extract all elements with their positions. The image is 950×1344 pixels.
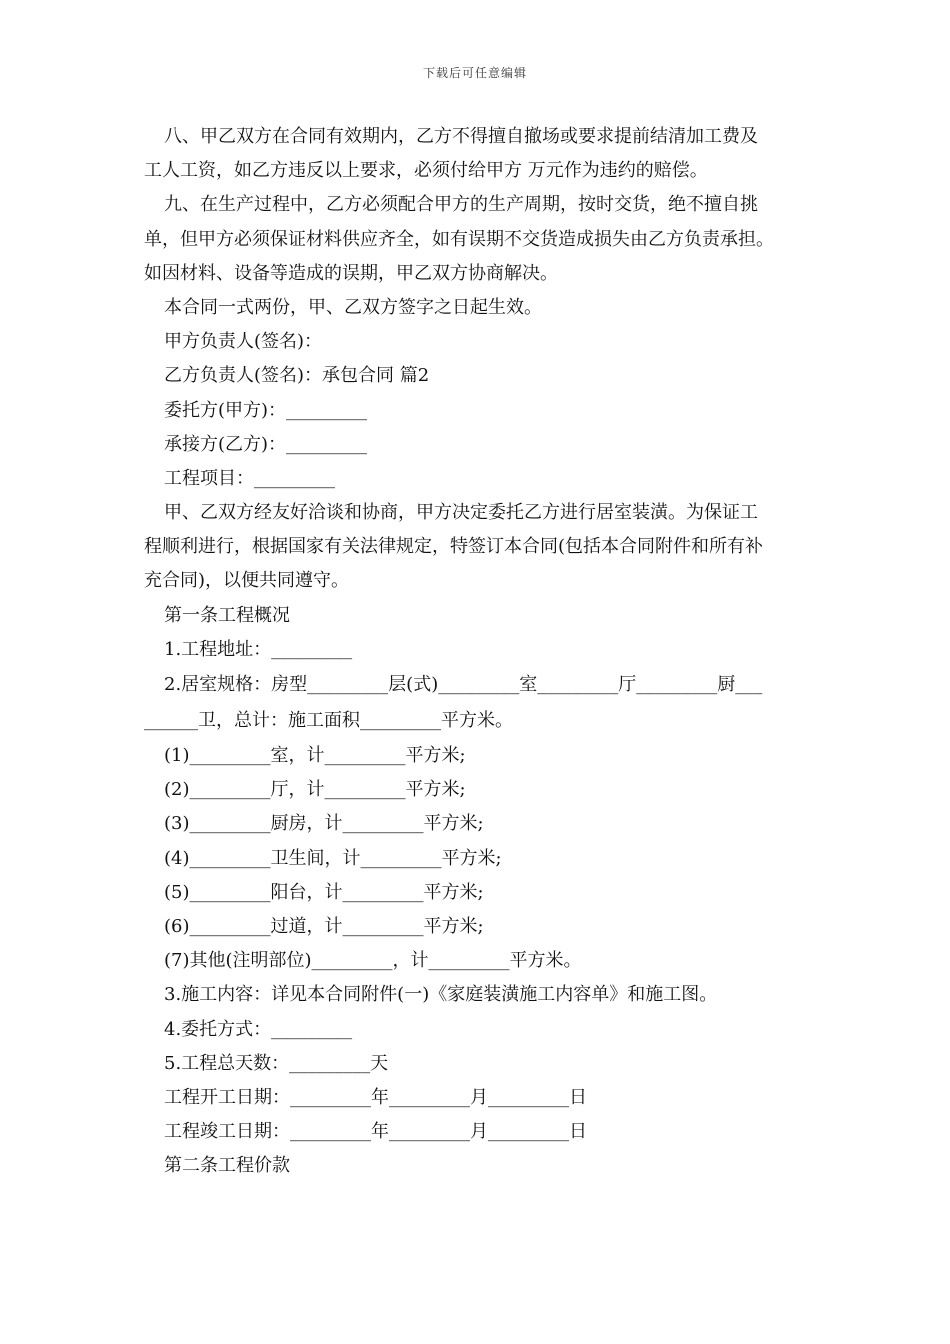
document-line: (6)_________过道，计_________平方米;	[164, 915, 484, 937]
document-line: 充合同)，以便共同遵守。	[144, 570, 350, 592]
document-line: 九、在生产过程中，乙方必须配合甲方的生产周期，按时交货，绝不擅自挑	[164, 194, 758, 216]
document-line: 甲、乙双方经友好洽谈和协商，甲方决定委托乙方进行居室装潢。为保证工	[164, 502, 758, 524]
page-header: 下载后可任意编辑	[422, 66, 527, 80]
document-line: 工程竣工日期：_________年_________月_________日	[164, 1121, 587, 1143]
document-line: 乙方负责人(签名)：承包合同 篇2	[164, 365, 430, 387]
document-line: 如因材料、设备等造成的误期，甲乙双方协商解决。	[144, 262, 558, 284]
document-line: 4.委托方式：_________	[164, 1018, 353, 1040]
document-line: (5)_________阳台，计_________平方米;	[164, 881, 484, 903]
document-line: 委托方(甲方)：_________	[164, 399, 368, 421]
document-line: 2.居室规格：房型_________层(式)_________室_________厅_________厨___	[164, 674, 763, 695]
document-line: 5.工程总天数：_________天	[164, 1052, 389, 1074]
document-line: 八、甲乙双方在合同有效期内，乙方不得擅自撤场或要求提前结清加工费及	[164, 126, 758, 147]
document-line: 承接方(乙方)：_________	[164, 433, 368, 455]
document-line: 单，但甲方必须保证材料供应齐全，如有误期不交货造成损失由乙方负责承担。	[144, 228, 774, 250]
document-line: 第二条工程价款	[164, 1155, 290, 1177]
document-line: 工程开工日期：_________年_________月_________日	[164, 1086, 587, 1108]
document-line: 1.工程地址：_________	[164, 638, 353, 660]
document-line: (2)_________厅，计_________平方米;	[164, 779, 466, 801]
document-line: 工人工资，如乙方违反以上要求，必须付给甲方 万元作为违约的赔偿。	[144, 160, 708, 182]
document-line: 工程项目：_________	[164, 467, 335, 489]
document-line: 本合同一式两份，甲、乙双方签字之日起生效。	[164, 296, 542, 318]
document-line: 程顺利进行，根据国家有关法律规定，特签订本合同(包括本合同附件和所有补	[144, 536, 764, 558]
document-line: 3.施工内容：详见本合同附件(一)《家庭装潢施工内容单》和施工图。	[164, 984, 718, 1006]
document-line: ______卫，总计：施工面积_________平方米。	[144, 710, 513, 731]
document-line: 第一条工程概况	[164, 604, 290, 626]
document-body	[144, 120, 814, 1183]
document-line: (7)其他(注明部位)_________，计_________平方米。	[164, 950, 582, 972]
document-line: (3)_________厨房，计_________平方米;	[164, 813, 484, 835]
document-line: 甲方负责人(签名)：	[164, 331, 323, 353]
document-line: (1)_________室，计_________平方米;	[164, 745, 466, 766]
document-line: (4)_________卫生间，计_________平方米;	[164, 847, 502, 869]
